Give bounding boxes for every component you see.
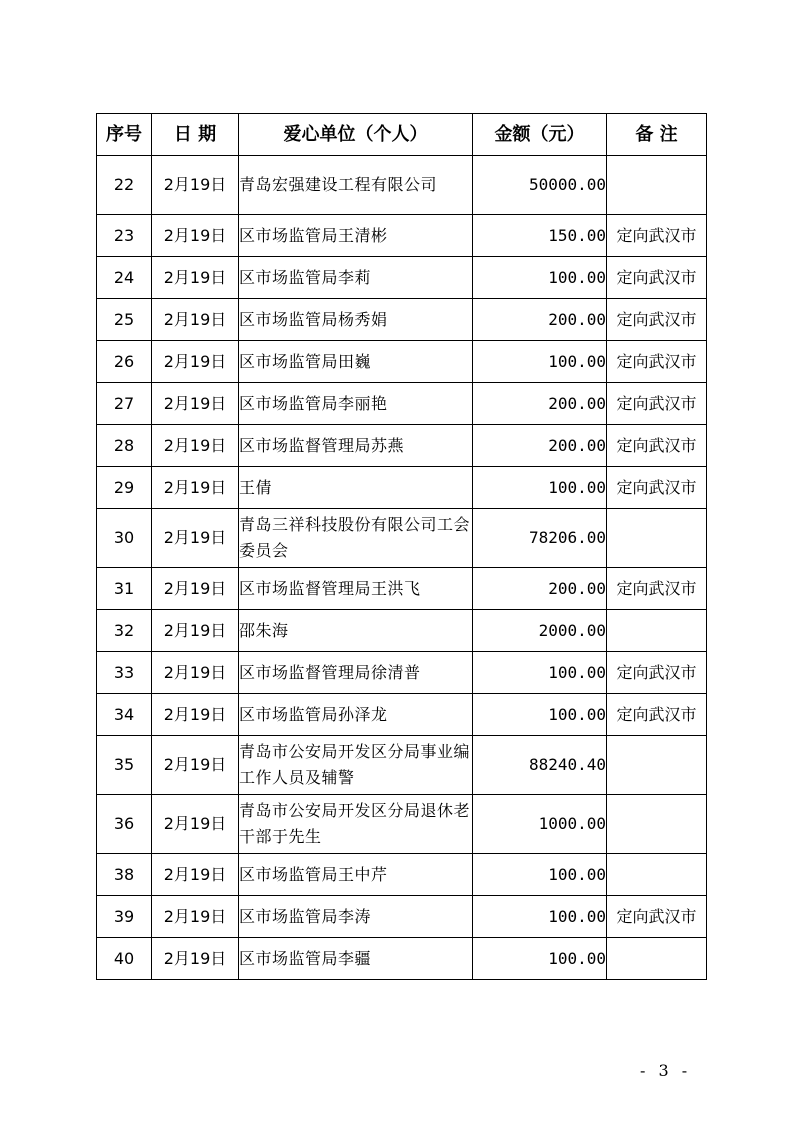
date-cell: 2月19日 (152, 568, 239, 610)
remark-cell: 定向武汉市 (607, 341, 707, 383)
table-row (97, 854, 707, 896)
amount-cell: 200.00 (473, 568, 607, 610)
remark-cell (607, 736, 707, 795)
table-row (97, 257, 707, 299)
header-amount: 金额（元） (473, 114, 607, 156)
amount-cell: 100.00 (473, 341, 607, 383)
remark-cell: 定向武汉市 (607, 694, 707, 736)
amount-cell: 2000.00 (473, 610, 607, 652)
amount-cell: 88240.40 (473, 736, 607, 795)
date-cell: 2月19日 (152, 854, 239, 896)
table-header (97, 114, 707, 156)
date-cell: 2月19日 (152, 257, 239, 299)
date-cell: 2月19日 (152, 509, 239, 568)
table-row (97, 610, 707, 652)
serial-number-cell: 30 (97, 509, 152, 568)
donor-cell: 区市场监管局孙泽龙 (239, 694, 473, 736)
remark-cell (607, 509, 707, 568)
donor-cell: 区市场监督管理局王洪飞 (239, 568, 473, 610)
amount-cell: 100.00 (473, 854, 607, 896)
header-donor: 爱心单位（个人） (239, 114, 473, 156)
date-cell: 2月19日 (152, 694, 239, 736)
remark-cell (607, 156, 707, 215)
date-cell: 2月19日 (152, 467, 239, 509)
remark-cell: 定向武汉市 (607, 467, 707, 509)
table-row (97, 156, 707, 215)
serial-number-cell: 40 (97, 938, 152, 980)
serial-number-cell: 24 (97, 257, 152, 299)
remark-cell: 定向武汉市 (607, 257, 707, 299)
header-date: 日 期 (152, 114, 239, 156)
amount-cell: 100.00 (473, 896, 607, 938)
table-row (97, 694, 707, 736)
table-row (97, 215, 707, 257)
date-cell: 2月19日 (152, 383, 239, 425)
amount-cell: 100.00 (473, 694, 607, 736)
header-serial-number: 序号 (97, 114, 152, 156)
serial-number-cell: 31 (97, 568, 152, 610)
remark-cell (607, 610, 707, 652)
table-row (97, 652, 707, 694)
serial-number-cell: 22 (97, 156, 152, 215)
date-cell: 2月19日 (152, 896, 239, 938)
table-body (97, 156, 707, 980)
remark-cell: 定向武汉市 (607, 896, 707, 938)
table-row (97, 341, 707, 383)
date-cell: 2月19日 (152, 736, 239, 795)
table-row (97, 299, 707, 341)
date-cell: 2月19日 (152, 795, 239, 854)
remark-cell: 定向武汉市 (607, 652, 707, 694)
remark-cell: 定向武汉市 (607, 425, 707, 467)
donor-cell: 区市场监管局李丽艳 (239, 383, 473, 425)
amount-cell: 100.00 (473, 257, 607, 299)
amount-cell: 1000.00 (473, 795, 607, 854)
donor-cell: 青岛三祥科技股份有限公司工会委员会 (239, 509, 473, 568)
remark-cell (607, 795, 707, 854)
amount-cell: 78206.00 (473, 509, 607, 568)
amount-cell: 200.00 (473, 299, 607, 341)
donor-cell: 区市场监督管理局徐清普 (239, 652, 473, 694)
serial-number-cell: 29 (97, 467, 152, 509)
remark-cell (607, 854, 707, 896)
date-cell: 2月19日 (152, 610, 239, 652)
amount-cell: 200.00 (473, 425, 607, 467)
serial-number-cell: 39 (97, 896, 152, 938)
remark-cell (607, 938, 707, 980)
table-row (97, 795, 707, 854)
date-cell: 2月19日 (152, 215, 239, 257)
amount-cell: 200.00 (473, 383, 607, 425)
serial-number-cell: 36 (97, 795, 152, 854)
donor-cell: 区市场监管局李莉 (239, 257, 473, 299)
donor-cell: 青岛市公安局开发区分局退休老干部于先生 (239, 795, 473, 854)
donor-cell: 区市场监管局杨秀娟 (239, 299, 473, 341)
amount-cell: 100.00 (473, 467, 607, 509)
date-cell: 2月19日 (152, 938, 239, 980)
date-cell: 2月19日 (152, 299, 239, 341)
page-number: - 3 - (640, 1061, 692, 1080)
header-remark: 备 注 (607, 114, 707, 156)
donor-cell: 区市场监管局王清彬 (239, 215, 473, 257)
serial-number-cell: 27 (97, 383, 152, 425)
donor-cell: 区市场监督管理局苏燕 (239, 425, 473, 467)
donor-cell: 青岛宏强建设工程有限公司 (239, 156, 473, 215)
table-row (97, 896, 707, 938)
header-row (97, 114, 707, 156)
remark-cell: 定向武汉市 (607, 299, 707, 341)
serial-number-cell: 35 (97, 736, 152, 795)
table-row (97, 467, 707, 509)
donor-cell: 王倩 (239, 467, 473, 509)
table-row (97, 938, 707, 980)
serial-number-cell: 26 (97, 341, 152, 383)
date-cell: 2月19日 (152, 652, 239, 694)
serial-number-cell: 28 (97, 425, 152, 467)
serial-number-cell: 32 (97, 610, 152, 652)
amount-cell: 50000.00 (473, 156, 607, 215)
amount-cell: 150.00 (473, 215, 607, 257)
donor-cell: 邵朱海 (239, 610, 473, 652)
serial-number-cell: 38 (97, 854, 152, 896)
date-cell: 2月19日 (152, 341, 239, 383)
donor-cell: 区市场监管局王中芹 (239, 854, 473, 896)
serial-number-cell: 23 (97, 215, 152, 257)
table-row (97, 736, 707, 795)
donor-cell: 区市场监管局田巍 (239, 341, 473, 383)
table-row (97, 509, 707, 568)
amount-cell: 100.00 (473, 652, 607, 694)
table-row (97, 425, 707, 467)
serial-number-cell: 25 (97, 299, 152, 341)
serial-number-cell: 33 (97, 652, 152, 694)
amount-cell: 100.00 (473, 938, 607, 980)
donor-cell: 区市场监管局李疆 (239, 938, 473, 980)
serial-number-cell: 34 (97, 694, 152, 736)
date-cell: 2月19日 (152, 425, 239, 467)
table-row (97, 383, 707, 425)
remark-cell: 定向武汉市 (607, 383, 707, 425)
donor-cell: 区市场监管局李涛 (239, 896, 473, 938)
table-row (97, 568, 707, 610)
donor-cell: 青岛市公安局开发区分局事业编工作人员及辅警 (239, 736, 473, 795)
remark-cell: 定向武汉市 (607, 215, 707, 257)
donation-table (96, 113, 707, 980)
date-cell: 2月19日 (152, 156, 239, 215)
remark-cell: 定向武汉市 (607, 568, 707, 610)
